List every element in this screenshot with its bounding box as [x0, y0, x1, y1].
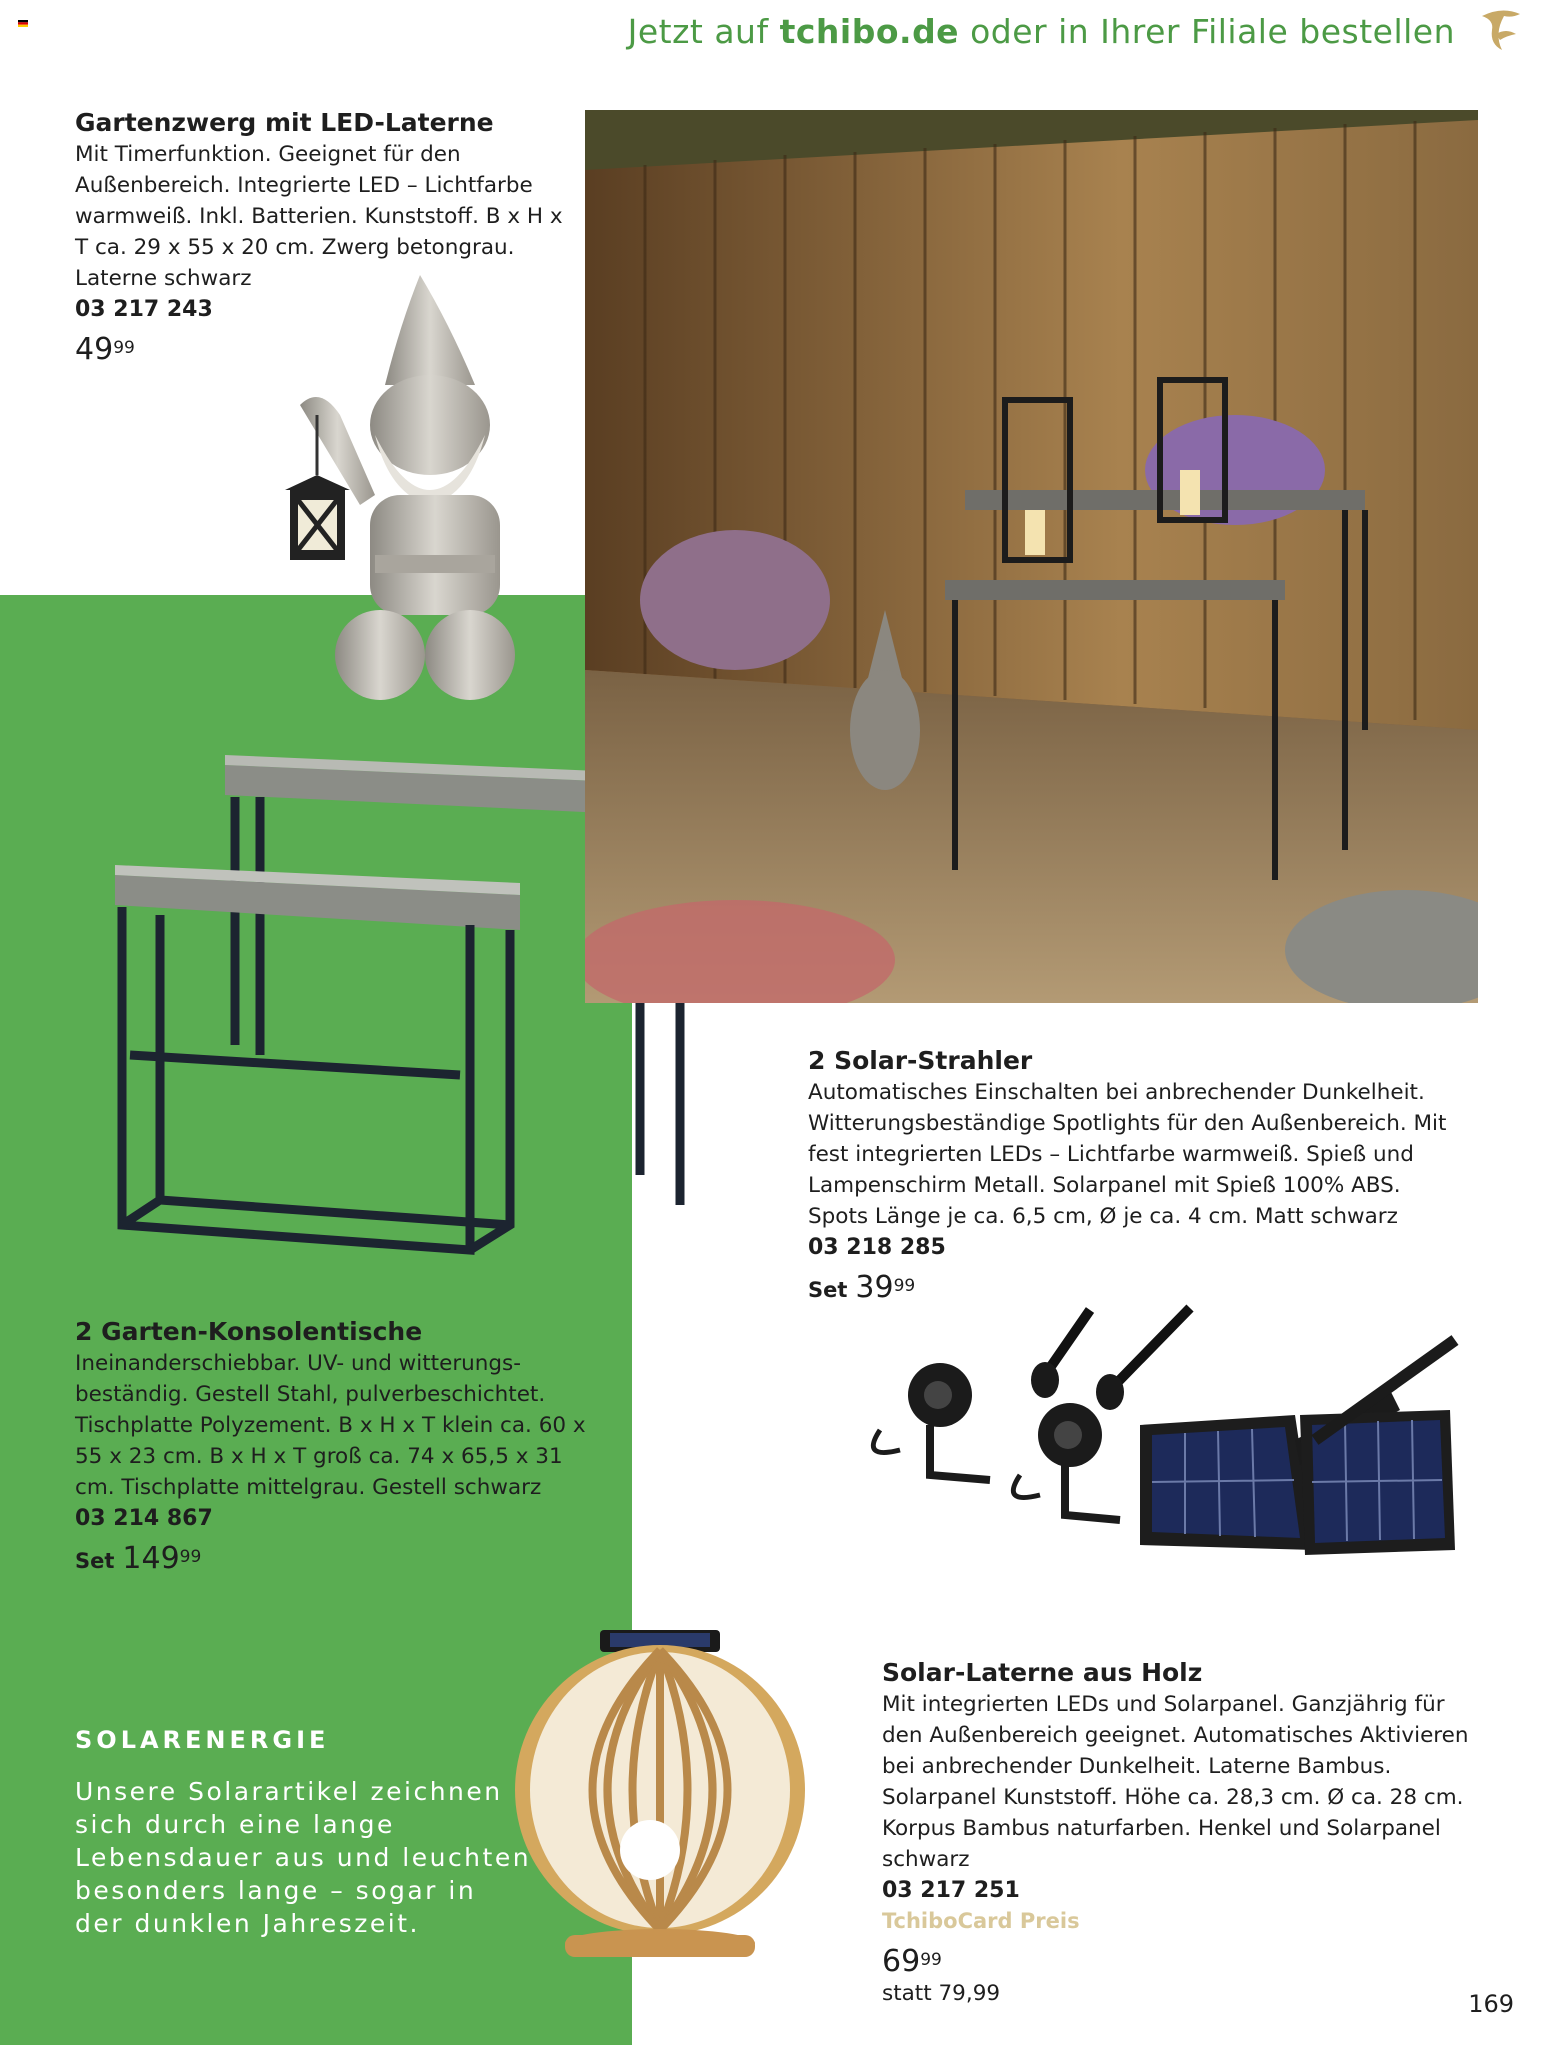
lantern-article-number: 03 217 251: [882, 1878, 1020, 1903]
gnome-article-number: 03 217 243: [75, 297, 213, 322]
product-tables: [75, 1317, 595, 1578]
solar-energy-heading: SOLARENERGIE: [75, 1726, 330, 1754]
product-solar-spots: [808, 1046, 1448, 1307]
solar-energy-text: Unsere Solarartikel zeichnen sich durch eine lange Lebensdauer aus und leuchten besonders lange – sogar in der dunklen Jahreszeit.: [75, 1777, 532, 1938]
gnome-figure-image: [280, 265, 550, 715]
lantern-price: $69^{99}$: [882, 1944, 942, 1979]
lantern-title: Solar-Laterne aus Holz: [882, 1658, 1203, 1687]
gnome-description: Mit Timerfunktion. Geeignet für den Außenbereich. Integrierte LED – Lichtfarbe warmweiß. Inkl. Batterien. Kunststoff. B x H x T ca. 29 x 55 x 20 cm. Zwerg betongrau. Laterne schwarz: [75, 142, 563, 291]
solar-spots-image: [860, 1300, 1460, 1570]
language-flag-icon: [18, 20, 28, 27]
gnome-title: Gartenzwerg mit LED-Laterne: [75, 108, 494, 137]
tchibo-logo-icon: [1472, 4, 1528, 60]
spots-description: Automatisches Einschalten bei anbrechender Dunkelheit. Witterungsbeständige Spotlights für den Außenbereich. Mit fest integrierten LEDs – Lichtfarbe warmweiß. Spieß und Lampenschirm Metall. Solarpanel mit Spieß 100% ABS. Spots Länge je ca. 6,5 cm, Ø je ca. 4 cm. Matt schwarz: [808, 1080, 1447, 1229]
tables-article-number: 03 214 867: [75, 1506, 213, 1531]
page-number: 169: [1468, 1990, 1514, 2018]
banner-prefix: Jetzt auf: [627, 12, 780, 51]
spots-article-number: 03 218 285: [808, 1235, 946, 1260]
tables-price: Set $149^{99}$: [75, 1541, 202, 1576]
lantern-description: Mit integrierten LEDs und Solarpanel. Ganzjährig für den Außenbereich geeignet. Automatisches Aktivieren bei anbrechender Dunkelheit. Laterne Bambus. Solarpanel Kunststoff. Höhe ca. 28,3 cm. Ø ca. 28 cm. Korpus Bambus naturfarben. Henkel und Solarpanel schwarz: [882, 1692, 1469, 1872]
solar-lantern-image: [510, 1625, 810, 1970]
spots-price: Set $39^{99}$: [808, 1270, 916, 1305]
tables-description: Ineinanderschiebbar. UV- und witterungs-beständig. Gestell Stahl, pulverbeschichtet. Tischplatte Polyzement. B x H x T klein ca. 60 x 55 x 23 cm. B x H x T groß ca. 74 x 65,5 x 31 cm. Tischplatte mittelgrau. Gestell schwarz: [75, 1351, 586, 1500]
product-solar-lantern: [882, 1658, 1482, 2009]
order-banner: [628, 12, 1455, 51]
tchibocard-price-label: TchiboCard Preis: [882, 1909, 1080, 1933]
garden-scene-photo: [585, 110, 1478, 1003]
banner-suffix: oder in Ihrer Filiale bestellen: [959, 12, 1455, 51]
spots-title: 2 Solar-Strahler: [808, 1046, 1033, 1075]
gnome-price: $49^{99}$: [75, 332, 135, 367]
tables-title: 2 Garten-Konsolentische: [75, 1317, 423, 1346]
banner-brand-link[interactable]: tchibo.de: [779, 12, 960, 51]
lantern-old-price: statt 79,99: [882, 1981, 1001, 2006]
